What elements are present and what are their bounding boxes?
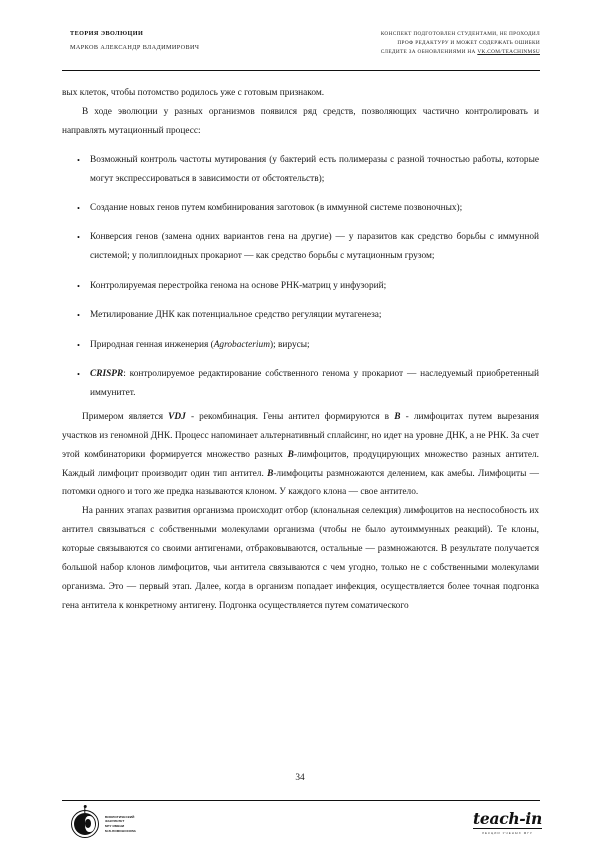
msu-logo-text	[105, 815, 136, 834]
paragraph-clonal-selection: На ранних этапах развития организма происходит отбор (клональная селекция) лимфоцитов на неспособность их антител связываться с собственными молекулами организма (чтобы не было аутоиммунных реакций). Те клоны, которые связываются со своими антигенами, отбраковываются, остальные — размножаются. В результате получается большой набор клонов лимфоцитов, чьи антитела связываются с чем угодно, только не с собственными молекулами организма. Это — первый этап. Далее, когда в организм попадает инфекция, осуществляется более точная подгонка гена антитела к конкретному антигену. Подгонка осуществляется путем соматического	[62, 506, 539, 611]
vdj-emphasis-3: B	[287, 449, 294, 460]
vdj-text-4: -лимфоцитов, продуцирующих множество разных антител. Каждый лимфоцит производит один тип антител.	[62, 449, 539, 479]
page-footer	[62, 806, 542, 846]
list-item	[62, 228, 539, 266]
msu-biology-faculty-logo	[71, 810, 136, 838]
vdj-text-2: - рекомбинация. Гены антител формируются в	[185, 411, 395, 422]
vdj-emphasis-1: VDJ	[168, 411, 186, 422]
mutation-control-list	[62, 151, 539, 403]
list-item-text: Природная генная инженерия (	[90, 339, 214, 350]
vdj-emphasis-4: B	[267, 468, 274, 479]
page-content	[62, 84, 539, 616]
vdj-text-3: - лимфоцитах путем вырезания участков из геномной ДНК. Процесс напоминает альтернативный сплайсинг, но идет на уровне ДНК, а не РНК. За счет этой комбинаторики формируется множество разных	[62, 411, 539, 460]
list-item	[62, 199, 539, 218]
list-item-text: Конверсия генов (замена одних вариантов гена на другие) — у паразитов как средство борьбы с иммунной системой; у полиплоидных прокариот — как средство борьбы с мутационным грузом;	[90, 232, 539, 262]
paragraph-vdj	[62, 408, 539, 503]
list-item	[62, 277, 539, 296]
list-item	[62, 151, 539, 189]
vdj-text-5: -лимфоциты размножаются делением, как амебы. Лимфоциты — потомки одного и того же предка называются клоном. У каждого клона — свое антитело.	[62, 468, 539, 498]
lecturer-name: МАРКОВ АЛЕКСАНДР ВЛАДИМИРОВИЧ	[70, 44, 200, 52]
list-item-text-tail: : контролируемое редактирование собственного генома у прокариот — наследуемый приобретенный иммунитет.	[90, 368, 539, 398]
list-item-text: Метилирование ДНК как потенциальное средство регуляции мутагенеза;	[90, 310, 382, 321]
msu-logo-line-2: ФАКУЛЬТЕТ	[105, 819, 125, 824]
paragraph-continued: вых клеток, чтобы потомство родилось уже с готовым признаком.	[62, 88, 325, 98]
msu-logo-line-1: БИОЛОГИЧЕСКИЙ	[105, 814, 135, 819]
disclaimer-line-3-prefix: СЛЕДИТЕ ЗА ОБНОВЛЕНИЯМИ НА	[380, 48, 478, 55]
list-item	[62, 365, 539, 403]
vdj-emphasis-2: B	[394, 411, 401, 422]
list-item	[62, 336, 539, 355]
teach-in-subtitle: ЛЕКЦИИ УЧЕНЫХ МГУ	[481, 831, 534, 836]
list-item-text: Создание новых генов путем комбинирования заготовок (в иммунной системе позвоночных);	[90, 203, 463, 214]
paragraph-intro: В ходе эволюции у разных организмов появился ряд средств, позволяющих частично контролировать и направлять мутационный процесс:	[62, 106, 539, 136]
vdj-text-1: Примером является	[82, 411, 169, 422]
list-item-emphasis-lead: CRISPR	[90, 368, 124, 379]
msu-logo-line-4: М.В.ЛОМОНОСОВА	[105, 828, 137, 833]
list-item-emphasis: Agrobacterium	[213, 339, 270, 350]
teach-in-logo	[473, 811, 542, 835]
page-number: 34	[295, 773, 305, 783]
vk-link[interactable]: VK.COM/TEACHINMSU	[477, 48, 540, 55]
disclaimer-line-2: ПРОФ РЕДАКТУРУ И МОЖЕТ СОДЕРЖАТЬ ОШИБКИ	[397, 39, 540, 46]
header-disclaimer	[381, 30, 540, 57]
disclaimer-line-3	[381, 48, 540, 57]
msu-logo-line-3: МГУ ИМЕНИ	[105, 824, 125, 828]
page-header	[70, 30, 540, 57]
list-item-text-tail: ); вирусы;	[269, 339, 310, 350]
disclaimer-line-1: КОНСПЕКТ ПОДГОТОВЛЕН СТУДЕНТАМИ, НЕ ПРОХОДИЛ	[380, 31, 540, 37]
list-item	[62, 306, 539, 325]
footer-divider	[62, 800, 540, 801]
list-item-text: Возможный контроль частоты мутирования (у бактерий есть полимеразы с разной точностью работы, которые могут экспрессироваться в зависимости от обстоятельств);	[90, 154, 539, 184]
msu-seal-icon	[71, 810, 99, 838]
header-left-block	[70, 30, 199, 52]
teach-in-wordmark: teach-in	[473, 809, 542, 828]
header-divider	[62, 70, 540, 71]
list-item-text: Контролируемая перестройка генома на основе РНК-матриц у инфузорий;	[90, 280, 387, 291]
course-title: ТЕОРИЯ ЭВОЛЮЦИИ	[70, 30, 144, 37]
